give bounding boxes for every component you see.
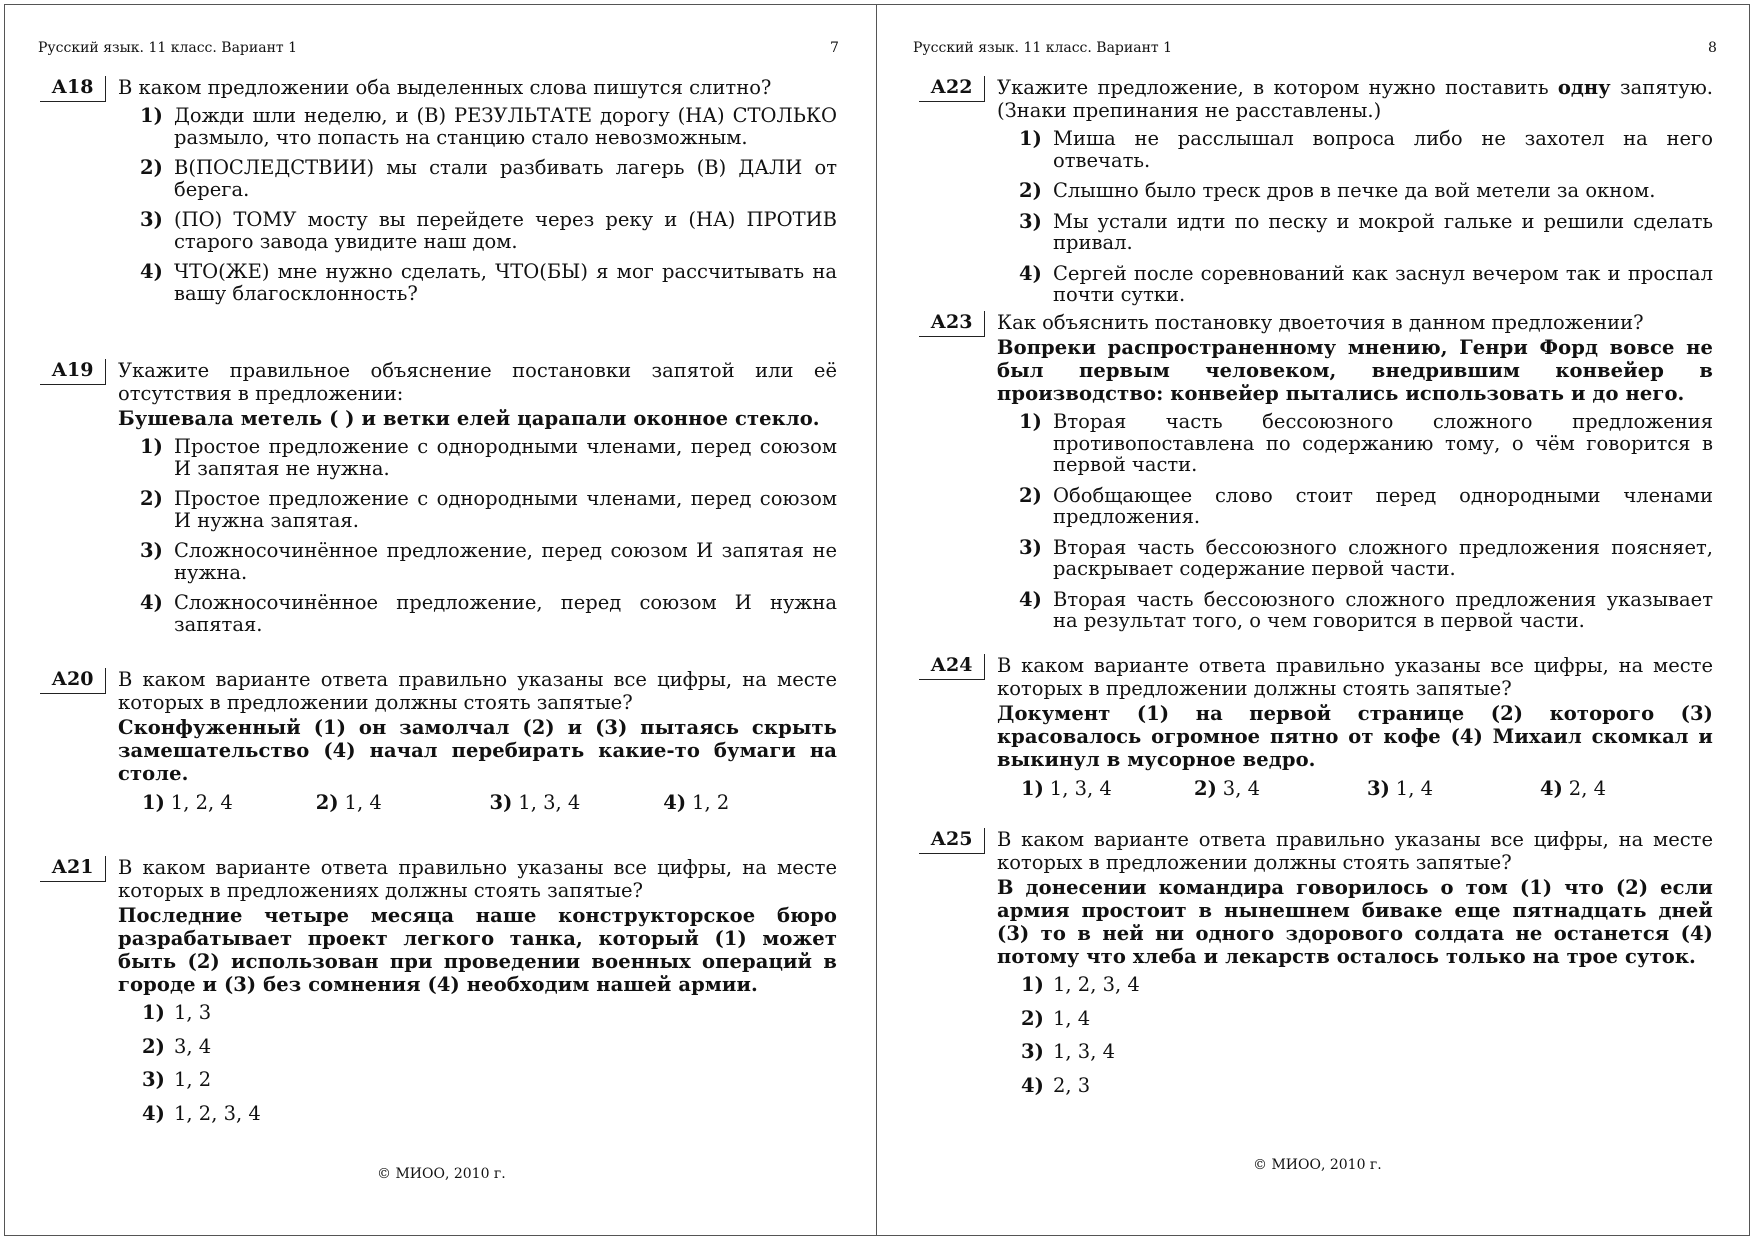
option-number: 3) [1021, 1040, 1044, 1063]
task-question: В каком предложении оба выделенных слова пишутся слитно? [118, 76, 772, 99]
answer-option[interactable] [142, 791, 316, 814]
answer-option[interactable] [997, 411, 1713, 476]
task-sentence: Последние четыре месяца наше конструкторское бюро разрабатывает проект легкого танка, который (1) может быть (2) использован при проведении военных операций в городе и (3) без сомнения (4) необходим нашей армии. [118, 904, 837, 996]
answer-option[interactable] [1540, 777, 1713, 800]
option-text: Вторая часть бессоюзного сложного предложения противопоставлена по содержанию тому, о чём говорится в первой части. [1053, 410, 1713, 476]
option-text: 2, 4 [1568, 777, 1607, 800]
option-number: 1) [1021, 973, 1044, 996]
task-sentence: Документ (1) на первой странице (2) которого (3) красовалось огромное пятно от кофе (4) Михаил скомкал и выкинул в мусорное ведро. [997, 702, 1713, 771]
option-number: 2) [142, 1034, 165, 1058]
answer-option[interactable] [118, 592, 837, 635]
answer-option[interactable] [118, 105, 837, 148]
task-label: А19 [40, 359, 106, 385]
question-emphasis: одну [1557, 76, 1611, 99]
option-number: 2) [140, 156, 163, 179]
option-text: ЧТО(ЖЕ) мне нужно сделать, ЧТО(БЫ) я мог рассчитывать на вашу благосклонность? [174, 260, 837, 305]
answer-option[interactable] [997, 589, 1713, 632]
answer-option[interactable] [118, 157, 837, 200]
option-number: 3) [140, 539, 163, 562]
option-text: 1, 4 [344, 791, 382, 814]
option-text: Мы устали идти по песку и мокрой гальке и решили сделать привал. [1053, 209, 1713, 254]
task-label: А20 [40, 668, 106, 694]
header-title: Русский язык. 11 класс. Вариант 1 [38, 40, 298, 56]
answer-option[interactable] [997, 1008, 1713, 1030]
answer-option[interactable] [490, 791, 664, 814]
task-question: Как объяснить постановку двоеточия в данном предложении? [997, 311, 1644, 334]
task-question: В каком варианте ответа правильно указаны все цифры, на месте которых в предложении должны стоять запятые? [997, 654, 1713, 700]
option-text: 1, 2, 3, 4 [174, 1101, 261, 1125]
option-text: Простое предложение с однородными членами, перед союзом И нужна запятая. [174, 487, 837, 532]
option-text: 1, 3 [174, 1001, 212, 1024]
option-number: 4) [1540, 777, 1563, 800]
task-question: В каком варианте ответа правильно указаны все цифры, на месте которых в предложении должны стоять запятые? [118, 668, 837, 714]
option-number: 4) [1021, 1073, 1044, 1097]
option-number: 2) [140, 487, 163, 510]
question-text: запятую. (Знаки препинания не расставлены.) [997, 76, 1713, 122]
option-number: 2) [1019, 483, 1042, 507]
option-number: 3) [142, 1068, 165, 1091]
option-text: 1, 3, 4 [1053, 1040, 1116, 1063]
option-text: 1, 2 [174, 1068, 212, 1091]
answer-option[interactable] [997, 263, 1713, 306]
answer-option[interactable] [118, 540, 837, 583]
option-number: 2) [1019, 179, 1042, 202]
answer-option[interactable] [316, 791, 490, 814]
answer-option[interactable] [1367, 777, 1540, 800]
answer-option[interactable] [118, 1036, 837, 1058]
answer-option[interactable] [118, 1069, 837, 1091]
option-number: 3) [489, 791, 513, 814]
right-page [877, 0, 1754, 1239]
option-number: 1) [1021, 777, 1044, 800]
option-number: 1) [1019, 410, 1042, 433]
task-label: А21 [40, 856, 106, 882]
option-text: 3, 4 [174, 1034, 212, 1058]
answer-option[interactable] [997, 537, 1713, 580]
option-text: Простое предложение с однородными членами, перед союзом И запятая не нужна. [174, 435, 837, 480]
option-text: 1, 2, 3, 4 [1053, 973, 1140, 996]
option-text: 2, 3 [1053, 1073, 1091, 1097]
answer-option[interactable] [997, 128, 1713, 171]
option-text: 1, 3, 4 [518, 791, 581, 814]
page-number: 7 [830, 40, 839, 56]
task-sentence: Вопреки распространенному мнению, Генри Форд вовсе не был первым человеком, внедрившим конвейер в производство: конвейер пытались использовать и до него. [997, 336, 1713, 405]
task-sentence: Бушевала метель ( ) и ветки елей царапали оконное стекло. [118, 407, 820, 430]
task-label: А23 [919, 311, 985, 337]
option-text: Обобщающее слово стоит перед однородными членами предложения. [1053, 483, 1713, 528]
task-sentence: Сконфуженный (1) он замолчал (2) и (3) пытаясь скрыть замешательство (4) начал перебирать какие-то бумаги на столе. [118, 716, 837, 785]
answer-option[interactable] [997, 1041, 1713, 1063]
option-number: 4) [1019, 587, 1042, 611]
option-number: 2) [1021, 1006, 1044, 1030]
option-number: 3) [140, 208, 163, 231]
option-number: 3) [1367, 777, 1390, 800]
answer-option[interactable] [118, 1002, 837, 1024]
answer-option[interactable] [997, 211, 1713, 254]
option-text: 1, 3, 4 [1049, 777, 1112, 800]
option-text: Дожди шли неделю, и (В) РЕЗУЛЬТАТЕ дорогу (НА) СТОЛЬКО размыло, что попасть на станцию стало невозможным. [174, 104, 837, 149]
answer-option[interactable] [997, 974, 1713, 996]
task-label: А22 [919, 76, 985, 102]
option-text: 3, 4 [1222, 777, 1261, 800]
option-number: 1) [1019, 127, 1042, 150]
option-text: 1, 4 [1053, 1006, 1091, 1030]
answer-option[interactable] [997, 485, 1713, 528]
answer-option[interactable] [1021, 777, 1194, 800]
option-number: 4) [1019, 261, 1042, 285]
answer-option[interactable] [118, 1103, 837, 1125]
page-number: 8 [1708, 40, 1717, 56]
task-label: А18 [40, 76, 106, 102]
answer-option[interactable] [1194, 777, 1367, 800]
option-text: (ПО) ТОМУ мосту вы перейдете через реку и (НА) ПРОТИВ старого завода увидите наш дом. [174, 208, 837, 253]
option-text: Вторая часть бессоюзного сложного предложения указывает на результат того, о чем говорится в первой части. [1053, 587, 1713, 632]
option-number: 1) [142, 1001, 165, 1024]
answer-option[interactable] [997, 180, 1713, 202]
task-question [997, 76, 1713, 122]
header-title: Русский язык. 11 класс. Вариант 1 [913, 40, 1173, 56]
option-number: 1) [140, 104, 163, 127]
answer-option[interactable] [118, 436, 837, 479]
task-question: Укажите правильное объяснение постановки запятой или её отсутствия в предложении: [118, 359, 837, 405]
option-text: Сложносочинённое предложение, перед союзом И запятая не нужна. [174, 539, 837, 584]
option-number: 1) [140, 435, 163, 458]
task-question: В каком варианте ответа правильно указаны все цифры, на месте которых в предложении должны стоять запятые? [997, 828, 1713, 874]
option-text: 1, 4 [1395, 777, 1434, 800]
footer-copyright: © МИОО, 2010 г. [377, 1166, 506, 1182]
option-number: 3) [1019, 209, 1042, 233]
option-text: 1, 2 [692, 791, 730, 814]
option-text: В(ПОСЛЕДСТВИИ) мы стали разбивать лагерь (В) ДАЛИ от берега. [174, 156, 837, 201]
option-number: 1) [142, 791, 165, 814]
option-text: Миша не расслышал вопроса либо не захотел на него отвечать. [1053, 127, 1713, 172]
option-number: 4) [663, 791, 687, 814]
answer-option[interactable] [118, 488, 837, 531]
footer-copyright: © МИОО, 2010 г. [1253, 1157, 1382, 1173]
task-sentence: В донесении командира говорилось о том (1) что (2) если армия простоит в нынешнем биваке еще пятнадцать дней (3) то в ней ни одного здорового солдата не останется (4) потому что хлеба и лекарств осталось только на трое суток. [997, 876, 1713, 968]
option-number: 2) [315, 791, 339, 814]
option-number: 4) [142, 1101, 165, 1125]
option-number: 3) [1019, 535, 1042, 559]
option-text: Сергей после соревнований как заснул вечером так и проспал почти сутки. [1053, 261, 1713, 306]
option-number: 4) [140, 591, 163, 614]
option-text: Слышно было треск дров в печке да вой метели за окном. [1053, 179, 1656, 202]
question-text: Укажите предложение, в котором нужно поставить [997, 76, 1558, 99]
answer-option[interactable] [118, 261, 837, 304]
option-text: 1, 2, 4 [170, 791, 233, 814]
option-text: Вторая часть бессоюзного сложного предложения поясняет, раскрывает содержание первой части. [1053, 535, 1713, 580]
task-label: А25 [919, 828, 985, 854]
task-question: В каком варианте ответа правильно указаны все цифры, на месте которых в предложениях должны стоять запятые? [118, 856, 837, 902]
option-number: 4) [140, 260, 163, 283]
answer-option[interactable] [663, 791, 837, 814]
option-text: Сложносочинённое предложение, перед союзом И нужна запятая. [174, 591, 837, 636]
task-label: А24 [919, 654, 985, 680]
option-number: 2) [1194, 777, 1217, 800]
answer-option[interactable] [118, 209, 837, 252]
answer-option[interactable] [997, 1075, 1713, 1097]
